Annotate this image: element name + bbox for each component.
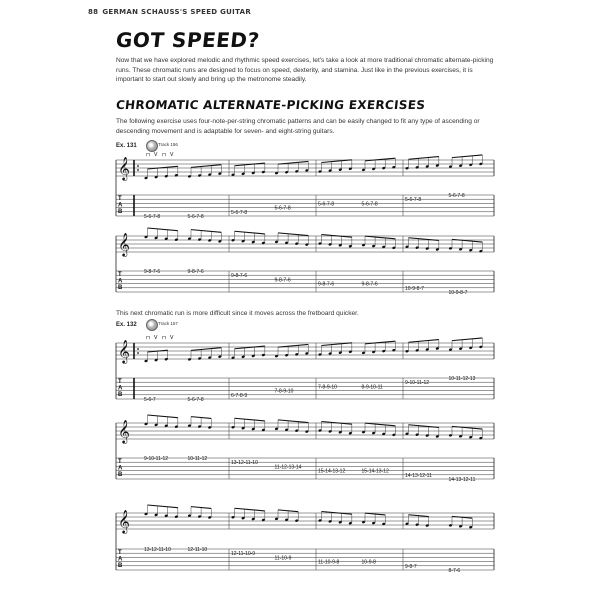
tab-fret-group: 14-13-12-11 xyxy=(448,477,476,483)
track-157-label: Track 157 xyxy=(158,321,178,326)
tab-fret-group: 9-8-7-6 xyxy=(318,281,335,288)
treble-clef: 𝄞 xyxy=(118,509,130,533)
treble-clef: 𝄞 xyxy=(118,156,130,180)
tab-fret-group: 5-6-7-8 xyxy=(361,201,378,208)
track-156-label: Track 156 xyxy=(158,142,178,147)
intro-paragraph: Now that we have explored melodic and rhythmic speed exercises, let's take a look at more traditional chromatic alternate-picking runs. These chromatic runs are designed to focus on speed, dexterity, and stamina. Just like in the previous exercises, it is important to start out slowly and bring up the metronome steadily. xyxy=(116,57,494,83)
tab-fret-group: 5-6-7-8 xyxy=(274,205,291,212)
tab-fret-group: 11-10-9-8 xyxy=(318,559,340,566)
page-title: GOT SPEED? xyxy=(114,28,261,52)
tab-fret-group: 10-9-8 xyxy=(361,559,376,566)
tab-clef-letter: T xyxy=(118,196,122,202)
repeat-dot xyxy=(137,165,139,167)
note-beam xyxy=(409,157,439,160)
note-beam xyxy=(148,415,178,418)
tab-fret-group: 9-10-11-12 xyxy=(144,456,169,462)
note-beam xyxy=(409,340,439,343)
note-beam xyxy=(191,348,221,351)
tab-clef-letter: A xyxy=(118,556,123,563)
treble-clef: 𝄞 xyxy=(118,339,130,363)
tab-clef-letter: B xyxy=(118,285,123,291)
note-beam xyxy=(452,338,482,341)
note-beam xyxy=(191,230,221,233)
pick-stroke-mark: ⊓ xyxy=(146,335,150,341)
tab-fret-group: 13-12-11-10 xyxy=(144,547,171,553)
note-beam xyxy=(191,165,221,168)
note-beam xyxy=(235,508,265,511)
note-beam xyxy=(278,344,308,347)
tab-clef-letter: A xyxy=(118,202,123,209)
example-131-label: Ex. 131 xyxy=(116,143,137,149)
pick-stroke-mark: ⊓ xyxy=(146,152,150,158)
repeat-dot xyxy=(137,352,139,354)
pick-stroke-mark: V xyxy=(170,335,174,341)
tab-clef-letter: T xyxy=(118,379,122,385)
tab-fret-group: 5-6-7-8 xyxy=(405,197,422,204)
pick-stroke-mark: V xyxy=(154,152,158,158)
note-beam xyxy=(148,228,178,231)
tab-clef-letter: A xyxy=(118,465,123,472)
tab-fret-group: 10-11-12 xyxy=(187,456,208,462)
tab-fret-group: 9-8-7-6 xyxy=(231,273,248,280)
pick-stroke-mark: V xyxy=(154,335,158,341)
treble-clef: 𝄞 xyxy=(118,232,130,256)
tab-fret-group: 13-12-11-10 xyxy=(231,460,258,467)
page-number: 88 xyxy=(88,8,99,16)
tab-clef-letter: A xyxy=(118,385,123,392)
tab-clef-letter: B xyxy=(118,392,123,398)
note-beam xyxy=(365,341,395,344)
tab-clef-letter: B xyxy=(118,209,123,215)
note-beam xyxy=(452,155,482,158)
note-beam xyxy=(278,161,308,164)
section-paragraph: The following exercise uses four-note-per-string chromatic patterns and can be easily changed to fit any type of ascending or descending movement and is adaptable for seven- and eight-string guitars. xyxy=(116,118,480,135)
tab-fret-group: 5-6-7-8 xyxy=(448,193,465,199)
pick-stroke-mark: ⊓ xyxy=(162,335,166,341)
tab-clef-letter: A xyxy=(118,278,123,285)
tab-fret-group: 9-8-7 xyxy=(405,563,417,570)
book-title: GERMAN SCHAUSS'S SPEED GUITAR xyxy=(102,8,252,16)
tab-clef-letter: B xyxy=(118,472,123,478)
tab-fret-group: 7-8-9-10 xyxy=(274,388,294,395)
tab-fret-group: 11-10-9 xyxy=(274,555,292,562)
tab-fret-group: 5-6-7-8 xyxy=(187,214,204,220)
tab-clef-letter: B xyxy=(118,563,123,569)
tab-fret-group: 8-9-10-11 xyxy=(361,384,383,391)
tab-fret-group: 5-6-7-8 xyxy=(187,397,204,403)
tab-fret-group: 10-9-8-7 xyxy=(405,285,424,292)
tab-fret-group: 12-11-10-9 xyxy=(231,551,256,558)
tab-fret-group: 11-12-13-14 xyxy=(274,464,302,471)
tab-fret-group: 9-8-7-6 xyxy=(361,281,378,288)
tab-clef-letter: T xyxy=(118,459,122,465)
repeat-dot xyxy=(137,348,139,350)
tab-fret-group: 10-9-8-7 xyxy=(448,290,468,296)
note-beam xyxy=(278,420,308,423)
treble-clef: 𝄞 xyxy=(118,419,130,443)
tab-fret-group: 7-8-9-10 xyxy=(318,384,337,391)
tab-fret-group: 10-11-12-13 xyxy=(448,376,476,382)
note-beam xyxy=(365,423,395,426)
example-132-label: Ex. 132 xyxy=(116,322,137,328)
tab-fret-group: 9-8-7-6 xyxy=(274,277,291,284)
note-beam xyxy=(148,505,178,508)
tab-fret-group: 12-11-10 xyxy=(187,547,208,553)
note-beam xyxy=(235,346,265,349)
pick-stroke-mark: ⊓ xyxy=(162,152,166,158)
note-beam xyxy=(148,166,178,169)
note-beam xyxy=(365,236,395,239)
tab-fret-group: 5-6-7 xyxy=(144,397,156,403)
pick-stroke-mark: V xyxy=(170,152,174,158)
tab-fret-group: 6-7-8-9 xyxy=(231,392,248,399)
tab-fret-group: 14-13-12-11 xyxy=(405,472,432,479)
repeat-dot xyxy=(137,169,139,171)
note-beam xyxy=(235,231,265,234)
tab-fret-group: 15-14-13-12 xyxy=(318,468,346,475)
tab-fret-group: 15-14-13-12 xyxy=(361,468,389,475)
tab-fret-group: 9-8-7-6 xyxy=(144,269,161,275)
section-heading: CHROMATIC ALTERNATE-PICKING EXERCISES xyxy=(115,98,426,112)
tab-fret-group: 5-6-7-8 xyxy=(144,214,161,220)
tab-fret-group: 9-8-7-6 xyxy=(187,269,204,275)
tab-fret-group: 5-6-7-8 xyxy=(231,209,248,216)
transition-paragraph: This next chromatic run is more difficult since it moves across the fretboard quicker. xyxy=(116,310,359,317)
note-beam xyxy=(365,158,395,161)
tab-clef-letter: T xyxy=(118,272,122,278)
tab-clef-letter: T xyxy=(118,550,122,556)
note-beam xyxy=(235,163,265,166)
note-beam xyxy=(278,233,308,236)
tab-fret-group: 8-7-6 xyxy=(448,568,461,574)
note-beam xyxy=(235,418,265,421)
tab-fret-group: 9-10-11-12 xyxy=(405,380,430,387)
tab-fret-group: 5-6-7-8 xyxy=(318,201,335,208)
